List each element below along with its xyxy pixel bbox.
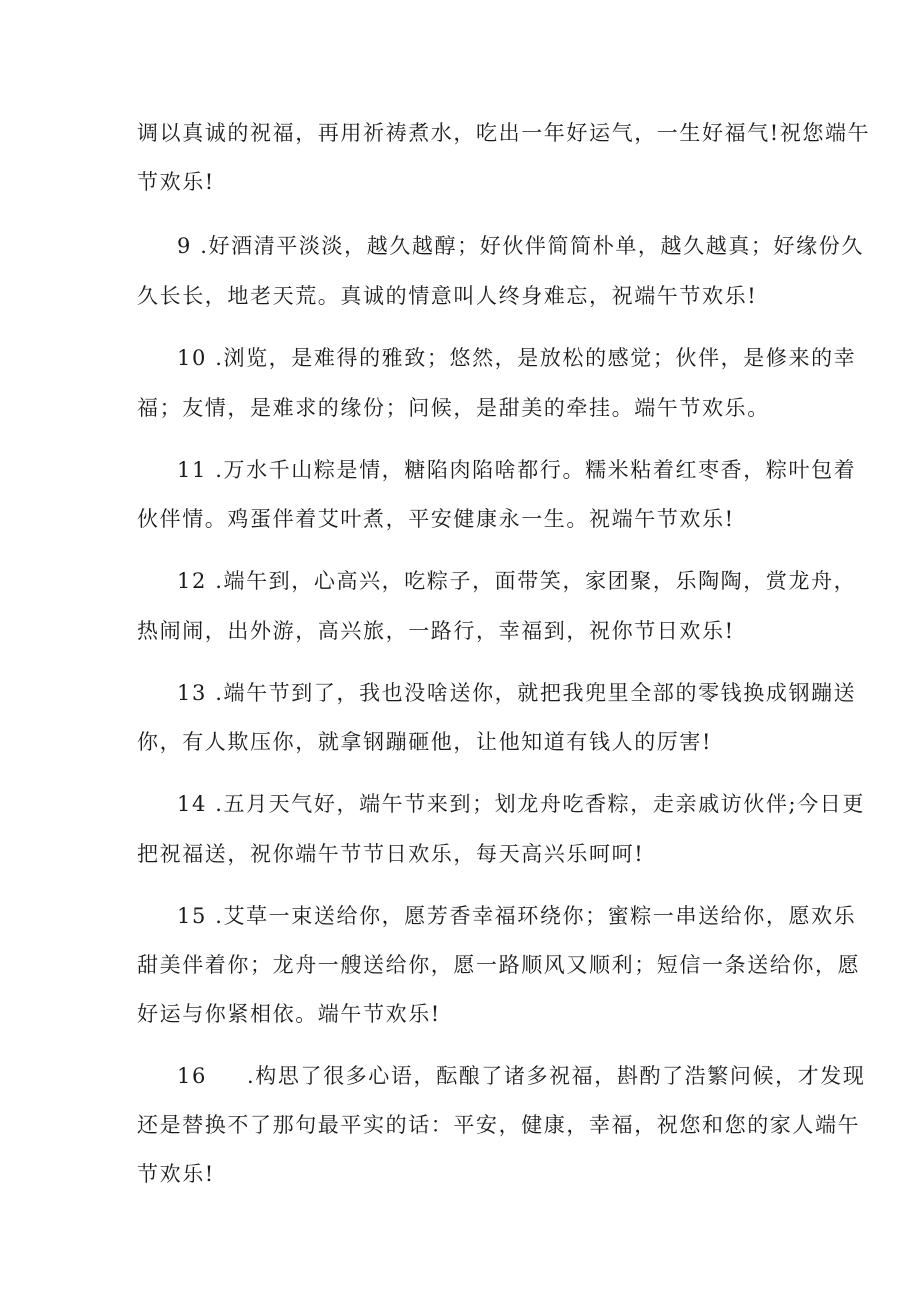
- paragraph-9-line-2: 久长长，地老天荒。真诚的情意叫人终身难忘，祝端午节欢乐!: [137, 284, 758, 308]
- paragraph-9-line-1: 9 .好酒清平淡淡，越久越醇；好伙伴简简朴单，越久越真；好缘份久: [177, 234, 864, 258]
- paragraph-10-line-1: 10 .浏览，是难得的雅致；悠然，是放松的感觉；伙伴，是修来的幸: [177, 346, 857, 370]
- item-number: 16: [177, 1064, 207, 1088]
- paragraph-13-line-2: 你，有人欺压你，就拿钢蹦砸他，让他知道有钱人的厉害!: [137, 730, 713, 754]
- paragraph-10-line-2: 福；友情，是难求的缘份；问候，是甜美的牵挂。端午节欢乐。: [137, 396, 770, 420]
- paragraph-12-line-2: 热闹闹，出外游，高兴旅，一路行，幸福到，祝你节日欢乐!: [137, 619, 735, 643]
- paragraph-15-line-2: 甜美伴着你；龙舟一艘送给你，愿一路顺风又顺利；短信一条送给你，愿: [137, 953, 861, 977]
- paragraph-14-line-2: 把祝福送，祝你端午节节日欢乐，每天高兴乐呵呵!: [137, 842, 645, 866]
- paragraph-16-line-1: 16 .构思了很多心语，酝酿了诸多祝福，斟酌了浩繁问候，才发现: [177, 1064, 866, 1088]
- paragraph-16-line-2: 还是替换不了那句最平实的话：平安，健康，幸福，祝您和您的家人端午: [137, 1113, 861, 1137]
- item-number: 14: [177, 792, 207, 816]
- item-number: 15: [177, 904, 207, 928]
- paragraph-11-line-1: 11 .万水千山粽是情，糖陷肉陷啥都行。糯米粘着红枣香，粽叶包着: [177, 458, 857, 482]
- paragraph-15-line-3: 好运与你紧相依。端午节欢乐!: [137, 1002, 441, 1026]
- paragraph-14-line-1: 14 .五月天气好，端午节来到；划龙舟吃香粽，走亲戚访伙伴;今日更: [177, 792, 865, 816]
- item-number: 12: [177, 569, 207, 593]
- paragraph-continued-line-1: 调以真诚的祝福，再用祈祷煮水，吃出一年好运气，一生好福气!祝您端午: [137, 121, 871, 145]
- paragraph-15-line-1: 15 .艾草一束送给你，愿芳香幸福环绕你；蜜粽一串送给你，愿欢乐: [177, 904, 857, 928]
- item-number: 10: [177, 346, 207, 370]
- paragraph-11-line-2: 伙伴情。鸡蛋伴着艾叶煮，平安健康永一生。祝端午节欢乐!: [137, 507, 735, 531]
- item-number: 9: [177, 234, 192, 258]
- item-number: 11: [177, 458, 207, 482]
- item-number: 13: [177, 681, 207, 705]
- paragraph-16-line-3: 节欢乐!: [137, 1162, 215, 1186]
- paragraph-continued-line-2: 节欢乐!: [137, 170, 215, 194]
- paragraph-12-line-1: 12 .端午到，心高兴，吃粽子，面带笑，家团聚，乐陶陶，赏龙舟，: [177, 569, 857, 593]
- paragraph-13-line-1: 13 .端午节到了，我也没啥送你，就把我兜里全部的零钱换成钢蹦送: [177, 681, 857, 705]
